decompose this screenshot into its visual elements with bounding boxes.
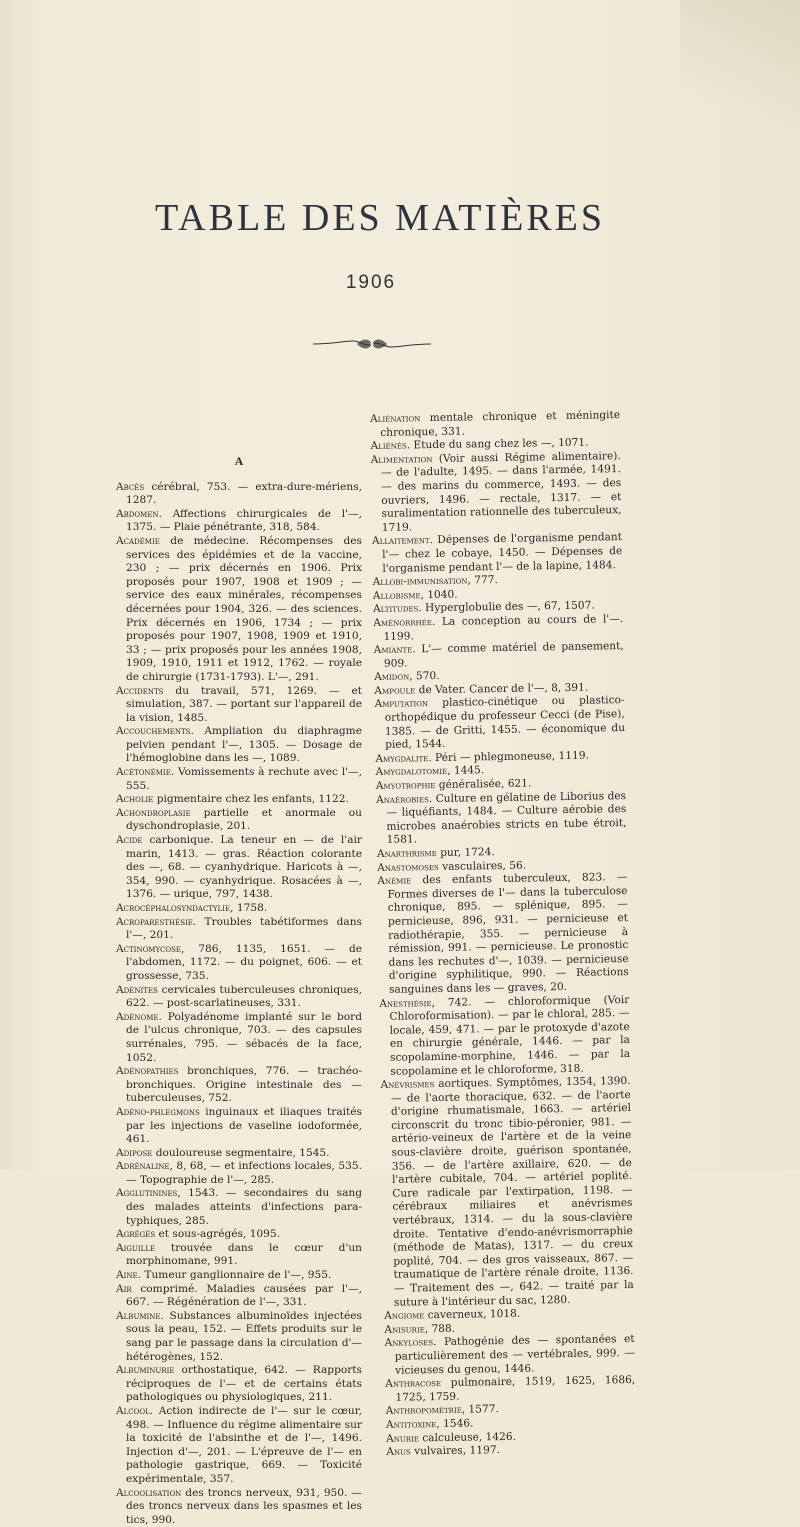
index-references: . Péri — phlegmoneuse, 1119.	[428, 749, 590, 764]
index-term: Allaitement	[371, 534, 430, 548]
index-references: orthostatique, 642. — Rapports réciproques de l'— et de certains états pathologiques ou physiologiques, 211.	[126, 1364, 362, 1404]
index-term: Achondroplasie	[116, 806, 191, 819]
index-entry	[116, 1160, 362, 1187]
index-entry	[116, 1242, 362, 1269]
index-references: des troncs nerveux, 931, 950. — des troncs nerveux dans les spasmes et les tics, 990.	[126, 1486, 362, 1526]
index-references: et sous-agrégés, 1095.	[155, 1228, 281, 1241]
index-term: Ankyloses	[384, 1336, 434, 1350]
index-entry	[379, 994, 630, 1079]
index-entry	[116, 1269, 362, 1283]
paper-shadow	[680, 0, 800, 180]
index-term: Anisurie	[384, 1323, 425, 1336]
index-term: Albumine	[116, 1309, 161, 1322]
index-term: Accidents	[116, 684, 164, 697]
index-entry	[370, 409, 620, 440]
index-term: Anthracose	[385, 1377, 442, 1391]
index-entry	[116, 725, 362, 766]
index-references: de Vater. Cancer de l'—, 8, 391.	[415, 681, 589, 697]
index-references: pur, 1724.	[436, 846, 495, 860]
index-references: . Etude du sang chez les —, 1071.	[406, 436, 589, 452]
index-references: , 1040.	[420, 588, 458, 601]
index-references: . Substances albuminoïdes injectées sous la peau, 152. — Effets produits sur le sang par le passage dans la circulation d'— hétérogènes, 152.	[126, 1309, 362, 1363]
index-term: Anus	[386, 1445, 411, 1458]
index-references: , 786, 1135, 1651. — de l'abdomen, 1172. — du poignet, 606. — et grossesse, 735.	[126, 942, 362, 982]
index-references: bronchiques, 776. — trachéo-bronchiques. Origine intestinale des — tuberculeuses, 752.	[126, 1065, 362, 1105]
ornament-divider-icon	[313, 338, 431, 350]
index-entry	[116, 1405, 362, 1487]
index-references: , 1758.	[230, 902, 268, 914]
index-references: caverneux, 1018.	[424, 1307, 521, 1322]
index-column-left	[116, 455, 362, 1527]
index-references: douloureuse segmentaire, 1545.	[152, 1146, 330, 1159]
index-references: plastico-cinétique ou plastico-orthopédique du professeur Cecci (de Pise), 1385. — de Gritti, 1455. — économique du pied, 1544.	[384, 694, 626, 752]
index-entry	[385, 1333, 636, 1378]
index-entry	[385, 1374, 635, 1405]
index-references: . Polyadénome implanté sur le bord de l'ulcus chronique, 703. — des capsules surrénales, 795. — sébacés de la face, 1052.	[126, 1010, 362, 1064]
index-term: Actinomycose	[116, 942, 181, 955]
index-term: Adénome	[116, 1010, 159, 1023]
index-term: Adipose	[116, 1146, 153, 1159]
index-references: pigmentaire chez les enfants, 1122.	[153, 793, 349, 806]
index-references: . Tumeur ganglionnaire de l'—, 955.	[137, 1269, 332, 1282]
index-references: des enfants tuberculeux, 823. — Formes diverses de l'— dans la tuberculose chronique, 895. — splénique, 895. — pernicieuse, 896, 931. — pernicieuse et radiothérapie, 355. — pernicieuse à rémission, 991. — pernicieuse. Le pronostic dans les rechutes d'—, 1039. — pernicieuse d'origine syphilitique, 990. — Réactions sanguines dans les — graves, 20.	[387, 871, 629, 996]
index-references: , 1445.	[447, 764, 485, 778]
index-entry	[373, 613, 623, 644]
index-term: Abdomen	[116, 507, 159, 520]
index-term: Altitudes	[372, 602, 419, 616]
index-entry	[116, 834, 362, 902]
index-references: . La conception au cours de l'—. 1199.	[383, 612, 624, 643]
index-term: Amputation	[374, 697, 429, 711]
index-references: . Dépenses de l'organisme pendant l'— chez le cobaye, 1450. — Dépenses de l'organisme pendant l'— de la lapine, 1484.	[382, 531, 623, 575]
index-term: Acrocéphalosyndactylie	[116, 902, 231, 914]
index-references: inguinaux et iliaques traités par les injections de vaseline iodoformée, 461.	[126, 1105, 362, 1146]
index-term: Adénites	[116, 983, 158, 996]
entry-list-left	[116, 481, 362, 1527]
index-entry	[380, 1075, 634, 1310]
index-term: Allobi-immunisation	[372, 574, 468, 589]
index-entry	[116, 1364, 362, 1405]
index-term: Alimentation	[370, 452, 433, 466]
index-entry	[371, 450, 622, 535]
index-references: de médecine. Récompenses des services des épidémies et de la vaccine, 230 ; — prix décernés en 1906. Prix proposés pour 1907, 1908 et 1909 ; — service des eaux minérales, récompenses décernées pour 1904, 326. — des sciences. Prix décernés en 1906, 1734 ; — prix proposés pour 1907, 1908, 1909 et 1910, 33 ; — prix proposés pour les années 1908, 1909, 1910, 1911 et 1912, 1762. — royale de chirurgie (1731-1793). L'—, 291.	[126, 534, 362, 683]
index-references: , 1577.	[461, 1403, 499, 1417]
index-term: Adrénaline	[116, 1160, 170, 1173]
index-entry	[116, 508, 362, 535]
index-references: partielle et anormale ou dyschondroplasie, 201.	[126, 806, 362, 833]
index-term: Anaérobies	[375, 792, 429, 806]
page-title: TABLE DES MATIÈRES	[155, 197, 605, 239]
index-term: Anesthésie	[379, 996, 432, 1010]
index-term: Agrégés	[116, 1228, 156, 1241]
index-entry	[377, 871, 629, 997]
index-references: , 1546.	[436, 1417, 474, 1431]
index-term: Anévrismes	[380, 1078, 435, 1092]
index-term: Aliénés	[370, 439, 407, 453]
index-term: Amidon	[374, 670, 410, 684]
index-term: Aiguille	[116, 1241, 156, 1254]
index-references: , 788.	[424, 1322, 456, 1336]
index-column-right	[370, 409, 636, 1460]
index-references: généralisée, 621.	[435, 777, 532, 792]
index-term: Acroparesthésie	[116, 915, 193, 928]
index-term: Accouchements	[116, 725, 191, 738]
index-entry	[116, 481, 362, 508]
index-entry	[116, 807, 362, 834]
index-references: du travail, 571, 1269. — et simulation, 387. — portant sur l'appareil de la vision, 1485.	[126, 684, 362, 724]
index-term: Amygdalite	[375, 751, 429, 765]
index-entry	[116, 1283, 362, 1310]
index-term: Adénopathies	[116, 1065, 179, 1078]
index-references: . Troubles tabétiformes dans l'—, 201.	[126, 915, 362, 942]
index-term: Angiome	[384, 1309, 425, 1323]
index-term: Académie	[116, 534, 160, 547]
index-term: Allobisme	[372, 588, 421, 602]
index-references: pulmonaire, 1519, 1625, 1686, 1725, 1759.	[395, 1374, 636, 1404]
index-entry	[386, 1442, 636, 1460]
index-term: Amiante	[373, 643, 413, 657]
index-references: . Action indirecte de l'— sur le cœur, 498. — Influence du régime alimentaire sur la toxicité de l'absinthe et de l'—, 1496. Injection d'—, 201. — L'épreuve de l'— en pathologie gastrique, 669. — Toxicité expérimentale, 357.	[126, 1404, 362, 1485]
index-entry	[376, 790, 627, 848]
index-entry	[374, 640, 624, 671]
index-term: Amygdalotomie	[375, 765, 448, 779]
entry-list-right	[370, 409, 636, 1460]
index-references: cervicales tuberculeuses chroniques, 622. — post-scarlatineuses, 331.	[126, 983, 362, 1010]
index-term: Acholie	[116, 793, 154, 806]
index-entry	[116, 984, 362, 1011]
index-term: Aménorrhée	[373, 615, 433, 629]
index-references: comprimé. Maladies causées par l'—, 667. — Régénération de l'—, 331.	[126, 1282, 362, 1309]
index-entry	[116, 1106, 362, 1147]
index-entry	[116, 943, 362, 984]
index-term: Anastomoses	[377, 860, 439, 874]
index-entry	[372, 531, 623, 576]
index-references: vulvaires, 1197.	[410, 1444, 500, 1458]
index-entry	[116, 685, 362, 726]
index-references: , 1543. — secondaires du sang des malades atteints d'infections para-typhiques, 285.	[126, 1187, 362, 1227]
index-references: . Hyperglobulie des —, 67, 1507.	[418, 599, 595, 615]
index-term: Ampoule	[374, 684, 416, 697]
index-references: . Affections chirurgicales de l'—, 1375. — Plaie pénétrante, 318, 584.	[126, 507, 362, 534]
index-entry	[116, 1187, 362, 1228]
index-references: aortiques. Symptômes, 1354, 1390. — de l'aorte thoracique, 632. — de l'aorte d'origine rhumatismale, 1663. — artériel circonscrit du tronc tibio-péronier, 981. — artério-veineux de l'artère et de la veine sous-clavière droite, guérison spontanée, 356. — de l'artère axillaire, 620. — de l'artère cubitale, 704. — artériel poplité. Cure radicale par l'extirpation, 1198. — cérébraux miliaires et anévrismes vertébraux, 1314. — du la sous-clavière droite. Tentative d'endo-anévrismorraphie (méthode de Matas), 1317. — du creux poplité, 704. — des gros vaisseaux, 867. — traumatique de l'artère rénale droite, 1136. — Traitement des —, 642. — traité par la suture à l'intérieur du sac, 1280.	[390, 1075, 634, 1309]
index-entry	[116, 902, 362, 916]
index-references: . Culture en gélatine de Liborius des — liquéfiants, 1484. — Culture aérobie des microbes anaérobies stricts en tube étroit, 1581.	[386, 789, 627, 847]
index-entry	[116, 535, 362, 685]
index-term: Anurie	[386, 1431, 420, 1445]
index-references: , 777.	[467, 574, 498, 587]
index-entry	[116, 1065, 362, 1106]
index-references: (Voir aussi Régime alimentaire). — de l'adulte, 1495. — dans l'armée, 1491. — des marins du commerce, 1493. — des ouvriers, 1496. — rectale, 1317. — et suralimentation rationnelle des tuberculeux, 1719.	[380, 449, 622, 534]
index-references: , 570.	[409, 670, 440, 683]
index-references: , 742. — chloroformique (Voir Chloroformisation). — par le chloral, 285. — locale, 459, 471. — par le protoxyde d'azote en chirurgie générale, 1446. — par la scopolamine-morphine, 1446. — par la scopolamine et le chloroforme, 318.	[389, 993, 631, 1078]
index-term: Anémie	[377, 874, 412, 888]
index-term: Antitoxine	[385, 1418, 437, 1431]
index-references: , 8, 68, — et infections locales, 535. — Topographie de l'—, 285.	[126, 1160, 362, 1186]
index-term: Acide	[116, 834, 143, 847]
index-term: Amyotrophie	[375, 779, 436, 792]
index-term: Air	[116, 1282, 132, 1295]
index-term: Aliénation	[370, 412, 421, 425]
index-entry	[374, 695, 625, 753]
index-references: mentale chronique et méningite chronique, 331.	[380, 409, 621, 439]
index-references: trouvée dans le cœur d'un morphinomane, 991.	[126, 1241, 362, 1268]
index-references: vasculaires, 56.	[438, 859, 527, 873]
section-letter: A	[234, 454, 244, 468]
index-references: calculeuse, 1426.	[418, 1430, 517, 1444]
index-term: Aine	[116, 1269, 138, 1282]
index-references: . Ampliation du diaphragme pelvien pendant l'—, 1305. — Dosage de l'hémoglobine dans les —, 1089.	[126, 725, 362, 765]
index-entry	[116, 793, 362, 807]
index-references: . L'— comme matériel de pansement, 909.	[383, 640, 624, 670]
index-term: Anthropométrie	[385, 1404, 462, 1418]
index-entry	[116, 1228, 362, 1242]
index-entry	[116, 1310, 362, 1364]
index-term: Alcoolisation	[116, 1486, 182, 1499]
index-entry	[116, 1147, 362, 1161]
index-entry	[116, 916, 362, 943]
index-term: Agglutinines	[116, 1187, 178, 1200]
index-entry	[116, 766, 362, 793]
index-references: . Vomissements à rechute avec l'—, 555.	[126, 766, 362, 792]
index-term: Adéno-phlegmons	[116, 1105, 200, 1118]
index-entry	[116, 1487, 362, 1527]
index-references: . Pathogénie des — spontanées et particulièrement des — vertébrales, 999. — vicieuses du genou, 1446.	[394, 1333, 635, 1377]
index-references: cérébral, 753. — extra-dure-mériens, 1287.	[126, 480, 362, 507]
index-term: Acétonémie	[116, 766, 171, 779]
index-term: Albuminurie	[116, 1364, 175, 1377]
index-references: carbonique. La teneur en — de l'air marin, 1413. — gras. Réaction colorante des —, 68. — cyanhydrique. Haricots à —, 354, 990. — cyanhydrique. Rosacées à —, 1376. — urique, 797, 1438.	[126, 834, 362, 901]
index-term: Anarthrisme	[376, 847, 437, 860]
year-heading: 1906	[345, 272, 397, 293]
index-entry	[116, 1011, 362, 1065]
index-term: Abcès	[116, 480, 145, 493]
index-term: Alcool	[116, 1404, 150, 1417]
